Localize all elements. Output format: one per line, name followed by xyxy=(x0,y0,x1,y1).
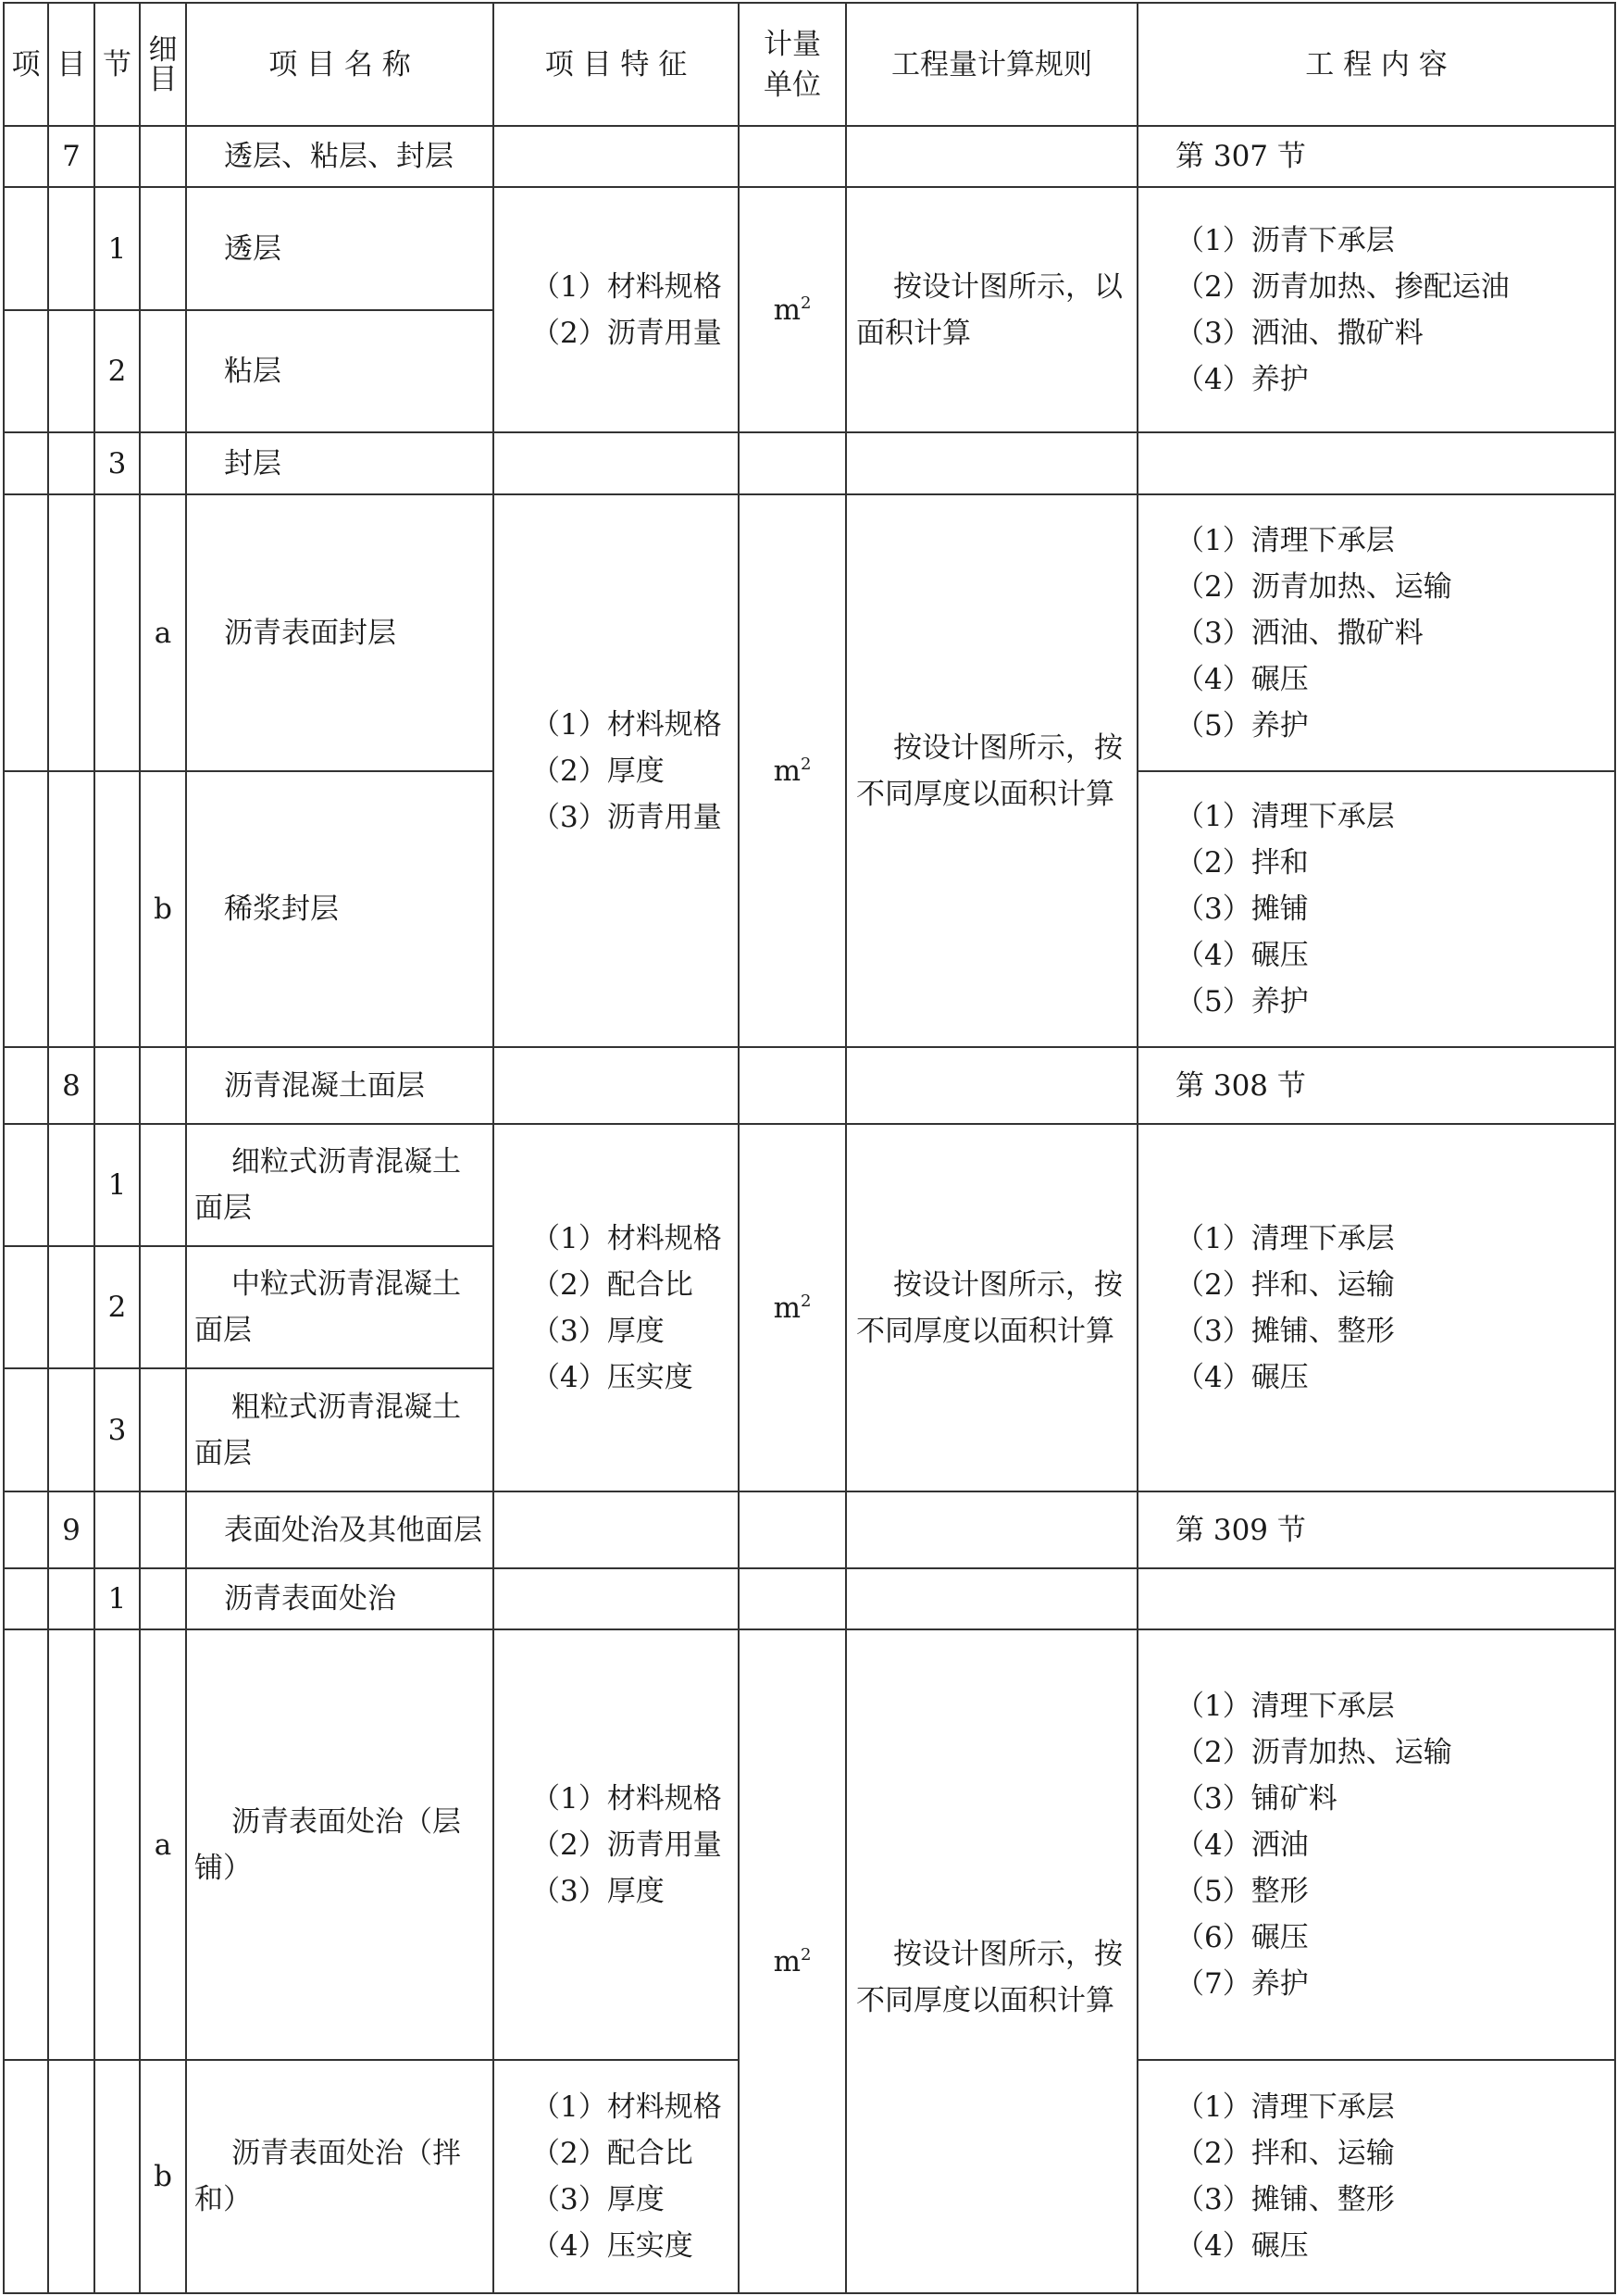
cell-name: 透层、粘层、封层 xyxy=(186,126,493,187)
cell-feature: （1）材料规格 （2）沥青用量 （3）厚度 xyxy=(493,1629,739,2060)
cell-content: 第 307 节 xyxy=(1138,126,1615,187)
cell-jie: 2 xyxy=(94,1246,140,1368)
cell-ximu: b xyxy=(140,2060,186,2293)
cell-feature: （1）材料规格 （2）沥青用量 xyxy=(493,187,739,432)
cell-mu: 8 xyxy=(48,1047,94,1124)
cell-feature: （1）材料规格 （2）厚度 （3）沥青用量 xyxy=(493,494,739,1047)
header-row xyxy=(4,3,1615,126)
cell-feature: （1）材料规格 （2）配合比 （3）厚度 （4）压实度 xyxy=(493,1124,739,1491)
cell-content: （1）清理下承层 （2）沥青加热、运输 （3）洒油、撒矿料 （4）碾压 （5）养护 xyxy=(1138,494,1615,771)
cell-feature: （1）材料规格 （2）配合比 （3）厚度 （4）压实度 xyxy=(493,2060,739,2293)
cell-name: 粘层 xyxy=(186,310,493,432)
table-row xyxy=(4,494,1615,771)
cell-jie: 3 xyxy=(94,1368,140,1491)
cell-unit: $m^2$ xyxy=(739,494,846,1047)
spec-table xyxy=(3,2,1616,2294)
cell-content: （1）清理下承层 （2）拌和 （3）摊铺 （4）碾压 （5）养护 xyxy=(1138,771,1615,1047)
header-ximu: 细目 xyxy=(140,3,186,126)
table-row xyxy=(4,1047,1615,1124)
header-rule: 工程量计算规则 xyxy=(846,3,1138,126)
cell-ximu: b xyxy=(140,771,186,1047)
table-row xyxy=(4,187,1615,310)
cell-unit: $m^2$ xyxy=(739,187,846,432)
cell-name: 中粒式沥青混凝土面层 xyxy=(186,1246,493,1368)
cell-name: 沥青混凝土面层 xyxy=(186,1047,493,1124)
cell-jie: 1 xyxy=(94,1124,140,1246)
table-row xyxy=(4,1491,1615,1568)
cell-name: 封层 xyxy=(186,432,493,494)
header-unit: 计量单位 xyxy=(739,3,846,126)
table-row xyxy=(4,432,1615,494)
header-name: 项 目 名 称 xyxy=(186,3,493,126)
cell-name: 粗粒式沥青混凝土面层 xyxy=(186,1368,493,1491)
cell-mu: 9 xyxy=(48,1491,94,1568)
header-feature: 项 目 特 征 xyxy=(493,3,739,126)
header-jie: 节 xyxy=(94,3,140,126)
cell-jie: 1 xyxy=(94,1568,140,1629)
table-row xyxy=(4,1568,1615,1629)
cell-jie: 2 xyxy=(94,310,140,432)
cell-name: 表面处治及其他面层 xyxy=(186,1491,493,1568)
cell-content: （1）清理下承层 （2）拌和、运输 （3）摊铺、整形 （4）碾压 xyxy=(1138,1124,1615,1491)
cell-name: 透层 xyxy=(186,187,493,310)
cell-content: （1）沥青下承层 （2）沥青加热、掺配运油 （3）洒油、撒矿料 （4）养护 xyxy=(1138,187,1615,432)
cell-name: 稀浆封层 xyxy=(186,771,493,1047)
table-row xyxy=(4,1124,1615,1246)
cell-content: 第 309 节 xyxy=(1138,1491,1615,1568)
cell-rule: 按设计图所示，按不同厚度以面积计算 xyxy=(846,1629,1138,2293)
cell-name: 细粒式沥青混凝土面层 xyxy=(186,1124,493,1246)
cell-unit: $m^2$ xyxy=(739,1629,846,2293)
cell-rule: 按设计图所示，以面积计算 xyxy=(846,187,1138,432)
cell-content: （1）清理下承层 （2）拌和、运输 （3）摊铺、整形 （4）碾压 xyxy=(1138,2060,1615,2293)
cell-name: 沥青表面处治 xyxy=(186,1568,493,1629)
cell-content: （1）清理下承层 （2）沥青加热、运输 （3）铺矿料 （4）洒油 （5）整形 （6）碾压 （7）养护 xyxy=(1138,1629,1615,2060)
header-content: 工 程 内 容 xyxy=(1138,3,1615,126)
cell-jie: 1 xyxy=(94,187,140,310)
cell-content: 第 308 节 xyxy=(1138,1047,1615,1124)
cell-name: 沥青表面处治（拌和） xyxy=(186,2060,493,2293)
cell-jie: 3 xyxy=(94,432,140,494)
cell-mu: 7 xyxy=(48,126,94,187)
cell-ximu: a xyxy=(140,1629,186,2060)
cell-rule: 按设计图所示，按不同厚度以面积计算 xyxy=(846,494,1138,1047)
cell-name: 沥青表面处治（层铺） xyxy=(186,1629,493,2060)
table-row xyxy=(4,126,1615,187)
header-mu: 目 xyxy=(48,3,94,126)
header-xiang: 项 xyxy=(4,3,48,126)
cell-name: 沥青表面封层 xyxy=(186,494,493,771)
cell-rule: 按设计图所示，按不同厚度以面积计算 xyxy=(846,1124,1138,1491)
cell-ximu: a xyxy=(140,494,186,771)
cell-unit: $m^2$ xyxy=(739,1124,846,1491)
table-row xyxy=(4,1629,1615,2060)
